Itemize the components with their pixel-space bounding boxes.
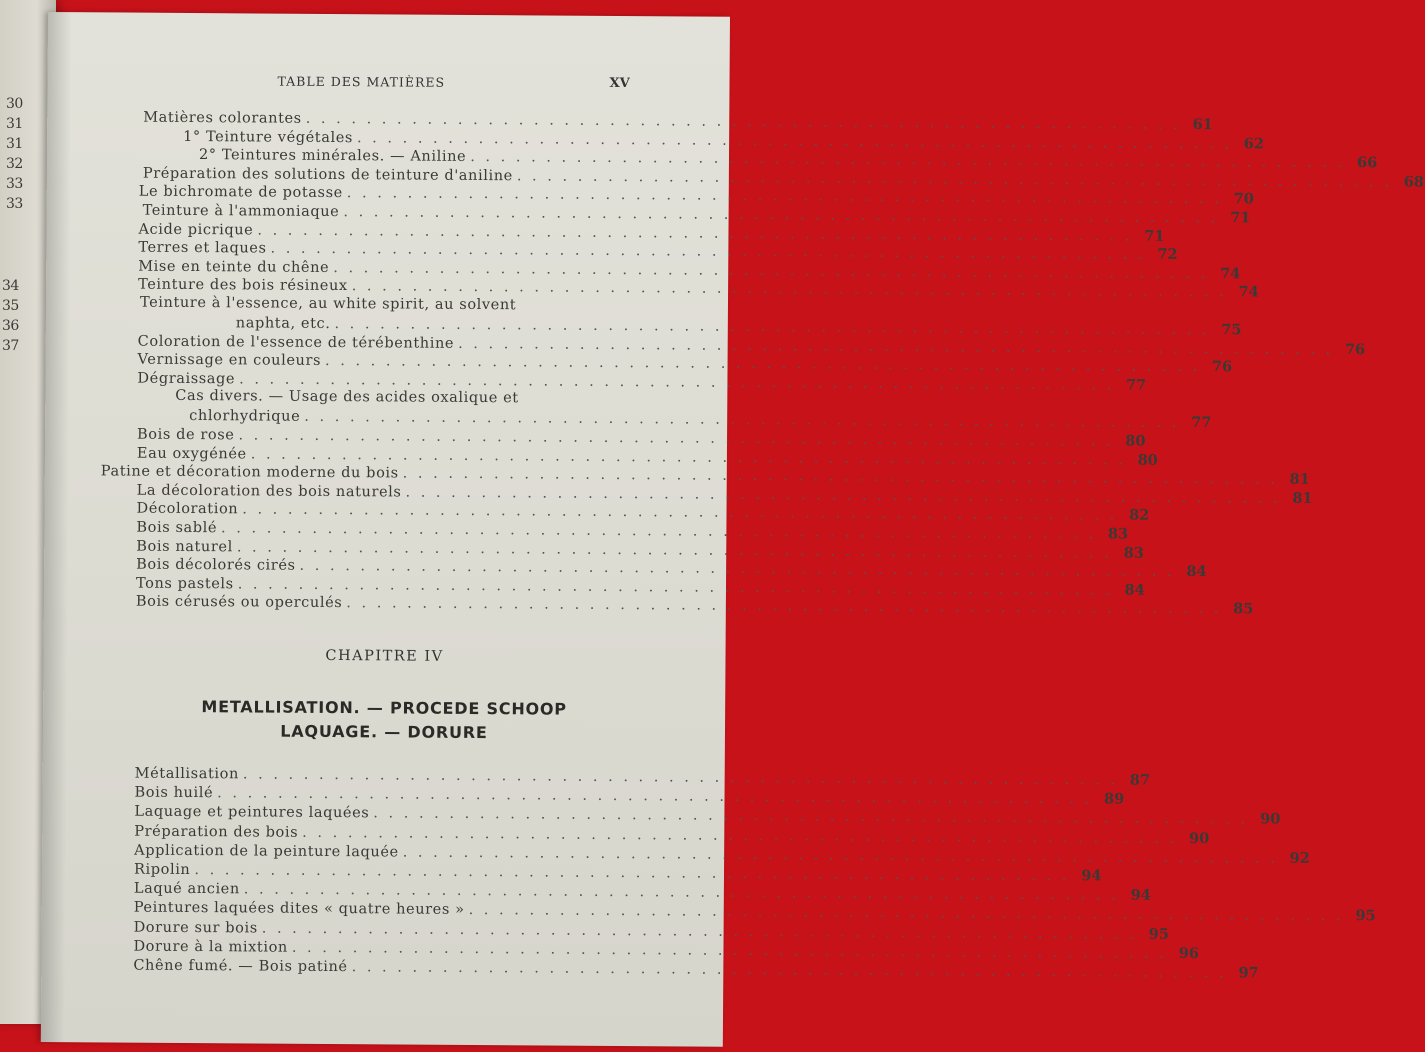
toc-entry-page: 87 — [1129, 771, 1151, 789]
toc-entry-page: 89 — [1103, 790, 1125, 808]
toc-entry-page: 71 — [1230, 209, 1251, 227]
dot-leader: . . . . . . . . . . . . . . . . . . . . . . . . . . . . . . . . . . . . . . . . . . . . . . . . . . . . . . . . . . — [373, 805, 1249, 828]
toc-entry-page: 95 — [1148, 925, 1169, 943]
dot-leader: . . . . . . . . . . . . . . . . . . . . . . . . . . . . . . . . . . . . . . . . . . . . . . . . . . . . . . . . . . — [402, 465, 1278, 488]
left-page-number: 35 — [2, 298, 19, 314]
toc-entry-title: Matières colorantes — [143, 109, 302, 127]
toc-entry-page: 84 — [1186, 563, 1207, 581]
toc-entry — [134, 803, 1281, 829]
dot-leader: . . . . . . . . . . . . . . . . . . . . . . . . . . . . . . . . . . . . . . . . . . . . . . . . . . . . . . . . . . — [351, 959, 1227, 982]
dot-leader: . . . . . . . . . . . . . . . . . . . . . . . . . . . . . . . . . . . . . . . . . . . . . . . . . . . . . . . . . . — [237, 576, 1113, 599]
toc-entry-title: Patine et décoration moderne du bois — [100, 463, 399, 482]
dot-leader: . . . . . . . . . . . . . . . . . . . . . . . . . . . . . . . . . . . . . . . . . . . . . . . . . . . . . . . . . . — [302, 824, 1178, 847]
left-page-number: 32 — [6, 156, 23, 172]
dot-leader: . . . . . . . . . . . . . . . . . . . . . . . . . . . . . . . . . . . . . . . . . . . . . . . . . . . . . . . . . . — [257, 222, 1133, 245]
toc-entry-title: Préparation des bois — [134, 823, 299, 841]
dot-leader: . . . . . . . . . . . . . . . . . . . . . . . . . . . . . . . . . . . . . . . . . . . . . . . . . . . . . . . . . . — [261, 920, 1137, 943]
toc-entry-title: Teinture à l'ammoniaque — [142, 202, 340, 221]
page-folio: XV — [609, 75, 630, 92]
left-page-number: 37 — [2, 338, 19, 354]
toc-entry-title: Tons pastels — [135, 575, 234, 593]
toc-entry-title: Métallisation — [134, 765, 239, 783]
dot-leader: . . . . . . . . . . . . . . . . . . . . . . . . . . . . . . . . . . . . . . . . . . . . . . . . . . . . . . . . . . — [304, 409, 1180, 432]
toc-entry — [135, 593, 1254, 618]
toc-entry-title: Dégraissage — [137, 370, 236, 388]
toc-entry-title: Teinture des bois résineux — [138, 277, 348, 295]
toc-entry-title-continued: Teinture à l'essence, au white spirit, au solvent — [139, 294, 517, 314]
dot-leader: . . . . . . . . . . . . . . . . . . . . . . . . . . . . . . . . . . . . . . . . . . . . . . . . . . . . . . . . . . — [470, 149, 1346, 172]
dot-leader: . . . . . . . . . . . . . . . . . . . . . . . . . . . . . . . . . . . . . . . . . . . . . . . . . . . . . . . . . . — [238, 427, 1114, 450]
toc-entry-page: 62 — [1243, 134, 1265, 153]
toc-entry — [133, 957, 1259, 982]
toc-entry — [134, 765, 1151, 789]
book-page — [41, 12, 1424, 1047]
toc-entry-page: 81 — [1289, 470, 1310, 489]
dot-leader: . . . . . . . . . . . . . . . . . . . . . . . . . . . . . . . . . . . . . . . . . . . . . . . . . . . . . . . . . . — [356, 129, 1233, 152]
toc-entry — [189, 407, 1212, 432]
dot-leader: . . . . . . . . . . . . . . . . . . . . . . . . . . . . . . . . . . . . . . . . . . . . . . . . . . . . . . . . . . — [221, 520, 1097, 543]
toc-entry-page: 95 — [1355, 907, 1376, 925]
toc-entry-title: Chêne fumé. — Bois patiné — [133, 957, 348, 976]
dot-leader: . . . . . . . . . . . . . . . . . . . . . . . . . . . . . . . . . . . . . . . . . . . . . . . . . . . . . . . . . . — [351, 278, 1227, 301]
dot-leader: . . . . . . . . . . . . . . . . . . . . . . . . . . . . . . . . . . . . . . . . . . . . . . . . . . . . . . . . . . — [305, 110, 1181, 133]
chapter-label: CHAPITRE IV — [325, 647, 444, 665]
toc-entry-title: 2° Teintures minérales. — Aniline — [198, 147, 467, 166]
dot-leader: . . . . . . . . . . . . . . . . . . . . . . . . . . . . . . . . . . . . . . . . . . . . . . . . . . . . . . . . . . — [324, 353, 1201, 376]
toc-entry-page: 83 — [1123, 544, 1144, 562]
toc-entry-title: Dorure sur bois — [133, 919, 258, 937]
chapter-title-line-1: METALLISATION. — PROCEDE SCHOOP — [201, 697, 567, 719]
dot-leader: . . . . . . . . . . . . . . . . . . . . . . . . . . . . . . . . . . . . . . . . . . . . . . . . . . . . . . . . . . — [236, 538, 1112, 562]
dot-leader: . . . . . . . . . . . . . . . . . . . . . . . . . . . . . . . . . . . . . . . . . . . . . . . . . . . . . . . . . . — [405, 484, 1281, 507]
toc-entry-page: 90 — [1260, 810, 1281, 829]
toc-entry-title: Bois cérusés ou operculés — [135, 594, 343, 612]
toc-entry-page: 96 — [1178, 944, 1199, 962]
toc-entry-title: Terres et laques — [138, 239, 267, 257]
dot-leader: . . . . . . . . . . . . . . . . . . . . . . . . . . . . . . . . . . . . . . . . . . . . . . . . . . . . . . . . . . — [334, 316, 1210, 339]
toc-entry-page: 71 — [1144, 227, 1165, 245]
toc-entry-title: Bois décolorés cirés — [136, 556, 296, 574]
toc-entry — [134, 784, 1125, 808]
dot-leader: . . . . . . . . . . . . . . . . . . . . . . . . . . . . . . . . . . . . . . . . . . . . . . . . . . . . . . . . . . — [516, 168, 1392, 191]
toc-entry-page: 61 — [1192, 115, 1213, 134]
dot-leader: . . . . . . . . . . . . . . . . . . . . . . . . . . . . . . . . . . . . . . . . . . . . . . . . . . . . . . . . . . — [402, 844, 1278, 867]
dot-leader: . . . . . . . . . . . . . . . . . . . . . . . . . . . . . . . . . . . . . . . . . . . . . . . . . . . . . . . . . . — [343, 204, 1219, 227]
toc-entry-page: 74 — [1220, 264, 1241, 283]
toc-entry-page: 75 — [1221, 321, 1242, 339]
toc-entry-title: chlorhydrique — [189, 408, 301, 426]
toc-entry-title: naphta, etc. — [235, 315, 331, 332]
toc-entry-title: 1° Teinture végétales — [183, 128, 354, 146]
toc-entry — [133, 918, 1169, 943]
left-page-number: 33 — [6, 196, 23, 212]
toc-entry-title: Mise en teinte du chêne — [138, 258, 330, 276]
toc-entry — [133, 861, 1102, 885]
toc-entry-title: Eau oxygénée — [136, 445, 247, 462]
toc-entry-page: 77 — [1191, 414, 1212, 432]
toc-entry-title: Application de la peinture laquée — [134, 842, 399, 861]
left-page-number: 31 — [6, 116, 23, 132]
dot-leader: . . . . . . . . . . . . . . . . . . . . . . . . . . . . . . . . . . . . . . . . . . . . . . . . . . . . . . . . . . — [242, 766, 1119, 789]
dot-leader: . . . . . . . . . . . . . . . . . . . . . . . . . . . . . . . . . . . . . . . . . . . . . . . . . . . . . . . . . . — [250, 446, 1126, 469]
left-page-number: 34 — [2, 278, 19, 294]
toc-entry-title: Laquage et peintures laquées — [134, 804, 370, 822]
toc-entry-title: Ripolin — [133, 861, 191, 879]
toc-entry-title-continued: Cas divers. — Usage des acides oxalique et — [175, 388, 519, 407]
left-page-number: 31 — [6, 136, 23, 152]
toc-entry-page: 74 — [1238, 283, 1259, 301]
toc-entry — [133, 899, 1376, 925]
chapter-title-line-2: LAQUAGE. — DORURE — [280, 721, 488, 743]
toc-entry-page: 80 — [1137, 451, 1158, 469]
toc-entry-page: 94 — [1130, 886, 1151, 904]
left-page-number: 36 — [2, 318, 19, 334]
toc-entry-title: Peintures laquées dites « quatre heures » — [133, 900, 465, 919]
toc-entry-page: 76 — [1344, 340, 1366, 358]
dot-leader: . . . . . . . . . . . . . . . . . . . . . . . . . . . . . . . . . . . . . . . . . . . . . . . . . . . . . . . . . . — [346, 595, 1222, 618]
toc-entry-title: Dorure à la mixtion — [133, 938, 288, 956]
dot-leader: . . . . . . . . . . . . . . . . . . . . . . . . . . . . . . . . . . . . . . . . . . . . . . . . . . . . . . . . . . — [242, 501, 1118, 524]
toc-entry-page: 85 — [1233, 600, 1254, 618]
toc-entry-page: 97 — [1238, 964, 1259, 982]
toc-entry — [133, 937, 1199, 962]
toc-entry — [183, 128, 1265, 153]
toc-entry — [134, 841, 1310, 867]
toc-entry-title: Bois huilé — [134, 784, 214, 802]
toc-entry — [133, 880, 1151, 904]
dot-leader: . . . . . . . . . . . . . . . . . . . . . . . . . . . . . . . . . . . . . . . . . . . . . . . . . . . . . . . . . . — [239, 371, 1115, 394]
toc-entry — [235, 314, 1242, 339]
dot-leader: . . . . . . . . . . . . . . . . . . . . . . . . . . . . . . . . . . . . . . . . . . . . . . . . . . . . . . . . . . — [458, 335, 1334, 358]
dot-leader: . . . . . . . . . . . . . . . . . . . . . . . . . . . . . . . . . . . . . . . . . . . . . . . . . . . . . . . . . . — [243, 881, 1119, 904]
toc-entry-title: La décoloration des bois naturels — [136, 482, 402, 501]
left-page-number: 33 — [6, 176, 23, 192]
toc-entry-title: Acide picrique — [138, 221, 254, 239]
toc-entry-title: Le bichromate de potasse — [138, 184, 343, 202]
dot-leader: . . . . . . . . . . . . . . . . . . . . . . . . . . . . . . . . . . . . . . . . . . . . . . . . . . . . . . . . . . — [291, 939, 1167, 962]
dot-leader: . . . . . . . . . . . . . . . . . . . . . . . . . . . . . . . . . . . . . . . . . . . . . . . . . . . . . . . . . . — [194, 862, 1070, 885]
dot-leader: . . . . . . . . . . . . . . . . . . . . . . . . . . . . . . . . . . . . . . . . . . . . . . . . . . . . . . . . . . — [299, 557, 1175, 581]
toc-entry-page: 66 — [1357, 154, 1378, 172]
left-page-number: 30 — [6, 96, 23, 112]
toc-entry-title: Bois de rose — [136, 426, 235, 444]
running-header: TABLE DES MATIÈRES — [277, 73, 446, 90]
toc-entry-page: 92 — [1289, 849, 1310, 867]
toc-entry-page: 72 — [1157, 245, 1178, 264]
toc-entry-title: Bois naturel — [136, 538, 233, 555]
toc-entry-page: 83 — [1107, 525, 1129, 543]
toc-entry-page: 82 — [1129, 506, 1150, 525]
toc-entry-page: 94 — [1081, 867, 1102, 885]
toc-entry-page: 77 — [1125, 376, 1147, 394]
toc-entry-title: Coloration de l'essence de térébenthine — [137, 333, 455, 352]
toc-entry-page: 70 — [1233, 190, 1254, 208]
dot-leader: . . . . . . . . . . . . . . . . . . . . . . . . . . . . . . . . . . . . . . . . . . . . . . . . . . . . . . . . . . — [270, 240, 1146, 263]
dot-leader: . . . . . . . . . . . . . . . . . . . . . . . . . . . . . . . . . . . . . . . . . . . . . . . . . . . . . . . . . . — [468, 902, 1344, 925]
toc-entry-page: 90 — [1188, 829, 1210, 847]
dot-leader: . . . . . . . . . . . . . . . . . . . . . . . . . . . . . . . . . . . . . . . . . . . . . . . . . . . . . . . . . . — [217, 785, 1093, 808]
toc-entry-page: 81 — [1292, 489, 1313, 507]
toc-entry-title: Décoloration — [136, 501, 239, 518]
toc-entry-page: 76 — [1211, 358, 1233, 376]
toc-entry-page: 84 — [1124, 581, 1145, 599]
dot-leader: . . . . . . . . . . . . . . . . . . . . . . . . . . . . . . . . . . . . . . . . . . . . . . . . . . . . . . . . . . — [333, 259, 1209, 282]
toc-entry — [134, 822, 1210, 847]
toc-entry-title: Bois sablé — [136, 519, 218, 537]
toc-entry-page: 80 — [1125, 432, 1146, 450]
toc-entry-title: Préparation des solutions de teinture d'aniline — [142, 165, 513, 185]
dot-leader: . . . . . . . . . . . . . . . . . . . . . . . . . . . . . . . . . . . . . . . . . . . . . . . . . . . . . . . . . . — [346, 185, 1222, 208]
toc-entry-page: 68 — [1403, 173, 1424, 191]
toc-entry — [198, 146, 1378, 172]
toc-entry-title: Laqué ancien — [133, 880, 240, 898]
toc-entry-title: Vernissage en couleurs — [137, 351, 322, 370]
